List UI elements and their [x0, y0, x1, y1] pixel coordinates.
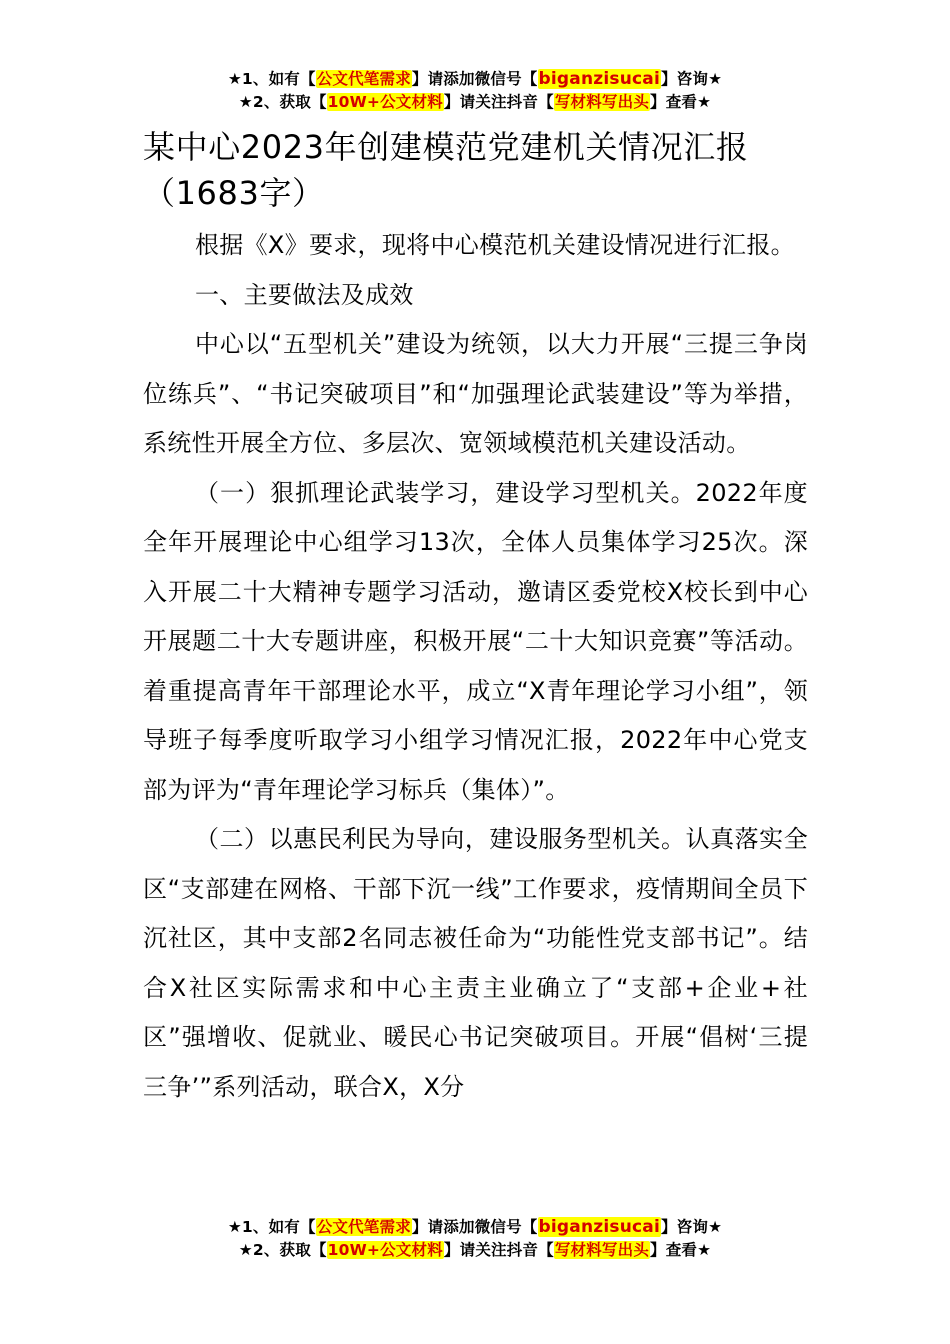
promo-line-2-prefix: ★2、获取【 [238, 1241, 327, 1259]
bottom-promo-banner [0, 1216, 950, 1262]
document-header [143, 124, 808, 216]
document-word-count: （1683字） [143, 174, 325, 212]
document-title: 某中心2023年创建模范党建机关情况汇报 [143, 128, 749, 166]
promo-line-1 [0, 1216, 950, 1239]
promo-line-2-suffix: 】查看★ [650, 1241, 712, 1259]
promo-line-2 [0, 91, 950, 114]
promo-highlight-service: 公文代笔需求 [316, 1218, 411, 1236]
promo-line-1-mid: 】请添加微信号【 [411, 70, 538, 88]
promo-line-1-prefix: ★1、如有【 [227, 1218, 316, 1236]
promo-line-1-suffix: 】咨询★ [660, 70, 723, 88]
promo-line-2-mid: 】请关注抖音【 [443, 93, 554, 111]
promo-line-1-suffix: 】咨询★ [660, 1218, 723, 1236]
promo-highlight-materials: 10W+公文材料 [327, 93, 443, 111]
promo-line-2-prefix: ★2、获取【 [238, 93, 327, 111]
promo-highlight-douyin: 写材料写出头 [554, 1241, 650, 1259]
promo-line-1 [0, 68, 950, 91]
promo-highlight-materials: 10W+公文材料 [327, 1241, 443, 1259]
promo-highlight-wechat-id: biganzisucai [538, 69, 660, 89]
paragraph-learning: （一）狠抓理论武装学习，建设学习型机关。2022年度全年开展理论中心组学习13次，全体人员集体学习25次。深入开展二十大精神专题学习活动，邀请区委党校X校长到中心开展题二十大专题讲座，积极开展“二十大知识竞赛”等活动。着重提高青年干部理论水平，成立“X青年理论学习小组”，领导班子每季度听取学习小组学习情况汇报，2022年中心党支部为评为“青年理论学习标兵（集体）”。 [143, 478, 808, 804]
promo-line-2-mid: 】请关注抖音【 [443, 1241, 554, 1259]
paragraph-intro: 根据《X》要求，现将中心模范机关建设情况进行汇报。 [195, 231, 795, 259]
promo-line-1-prefix: ★1、如有【 [227, 70, 316, 88]
promo-line-2 [0, 1239, 950, 1262]
promo-highlight-service: 公文代笔需求 [316, 70, 411, 88]
top-promo-banner [0, 68, 950, 114]
promo-line-1-mid: 】请添加微信号【 [411, 1218, 538, 1236]
promo-line-2-suffix: 】查看★ [650, 93, 712, 111]
paragraph-overview: 中心以“五型机关”建设为统领，以大力开展“三提三争岗位练兵”、“书记突破项目”和“加强理论武装建设”等为举措，系统性开展全方位、多层次、宽领域模范机关建设活动。 [143, 330, 808, 457]
document-body [143, 221, 808, 1112]
section-heading: 一、主要做法及成效 [195, 280, 414, 309]
promo-highlight-wechat-id: biganzisucai [538, 1217, 660, 1237]
paragraph-service: （二）以惠民利民为导向，建设服务型机关。认真落实全区“支部建在网格、干部下沉一线”工作要求，疫情期间全员下沉社区，其中支部2名同志被任命为“功能性党支部书记”。结合X社区实际需求和中心主责主业确立了“支部+企业+社区”强增收、促就业、暖民心书记突破项目。开展“倡树‘三提三争’”系列活动，联合X，X分 [143, 825, 808, 1101]
promo-highlight-douyin: 写材料写出头 [554, 93, 650, 111]
